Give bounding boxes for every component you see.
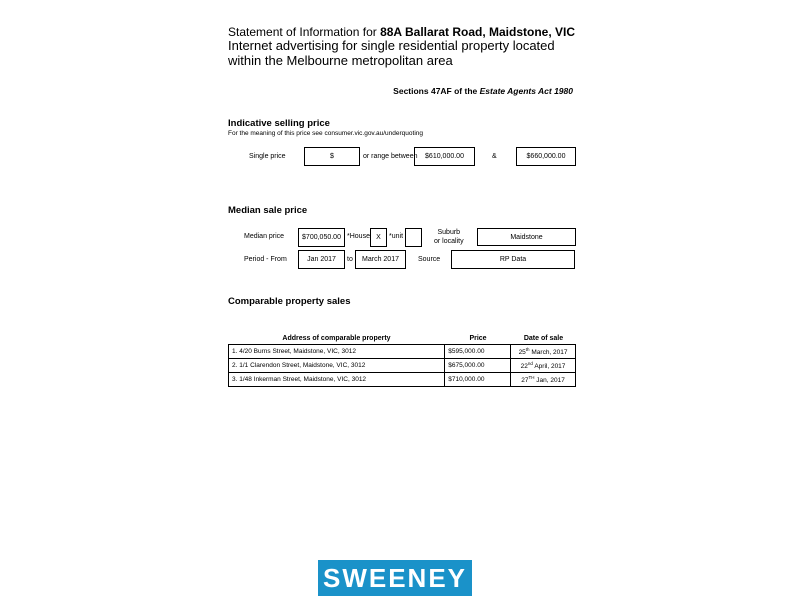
source-field: RP Data [451, 250, 575, 269]
date-day: 27 [521, 377, 529, 385]
sections-prefix: Sections 47AF of the [393, 86, 480, 96]
date-cell [511, 345, 576, 359]
unit-checkbox [405, 228, 422, 247]
date-rest: March, 2017 [529, 349, 568, 357]
date-cell [511, 373, 576, 387]
period-to-label: to [347, 256, 353, 263]
table-row [229, 345, 576, 359]
date-day: 25 [518, 349, 526, 357]
column-address: Address of comparable property [282, 335, 391, 342]
suburb-label-line-2: or locality [434, 238, 464, 245]
source-label: Source [418, 256, 441, 263]
range-high-field: $660,000.00 [516, 147, 576, 166]
period-to-field: March 2017 [355, 250, 406, 269]
date-suffix: th [525, 346, 530, 352]
date-day: 22 [520, 363, 528, 371]
suburb-label [434, 228, 464, 246]
range-ampersand: & [492, 153, 497, 160]
price-cell: $675,000.00 [445, 359, 511, 373]
price-cell: $595,000.00 [445, 345, 511, 359]
address-cell: 2. 1/1 Clarendon Street, Maidstone, VIC, 3012 [229, 359, 445, 373]
subtitle-line-2: within the Melbourne metropolitan area [228, 53, 453, 68]
price-cell: $710,000.00 [445, 373, 511, 387]
underquoting-note: For the meaning of this price see consumer.vic.gov.au/underquoting [228, 130, 423, 137]
sections-reference [300, 86, 573, 96]
unit-label: *unit [389, 233, 404, 240]
act-name: Estate Agents Act 1980 [479, 86, 573, 96]
subtitle-line-1: Internet advertising for single residential property located [228, 38, 555, 53]
address-cell: 3. 1/48 Inkerman Street, Maidstone, VIC, 3012 [229, 373, 445, 387]
column-date: Date of sale [523, 335, 564, 342]
median-heading: Median sale price [228, 205, 308, 216]
single-price-label: Single price [249, 153, 286, 160]
sweeney-logo: SWEENEY [318, 560, 472, 596]
column-price: Price [469, 335, 487, 342]
period-from-label: Period - From [244, 256, 287, 263]
house-checkbox: X [370, 228, 387, 247]
median-price-field: $700,050.00 [298, 228, 345, 247]
date-suffix: TH [528, 374, 535, 380]
range-low-field: $610,000.00 [414, 147, 475, 166]
address-cell: 1. 4/20 Burns Street, Maidstone, VIC, 3012 [229, 345, 445, 359]
document-title [228, 25, 575, 39]
comparable-sales-table [228, 344, 576, 387]
table-row [229, 373, 576, 387]
period-from-field: Jan 2017 [298, 250, 345, 269]
suburb-field: Maidstone [477, 228, 576, 246]
house-label: *House [347, 233, 370, 240]
property-address: 88A Ballarat Road, Maidstone, VIC [380, 25, 576, 39]
range-label: or range between [363, 153, 418, 160]
table-row [229, 359, 576, 373]
date-rest: Jan, 2017 [534, 377, 565, 385]
document-subtitle [228, 38, 588, 68]
date-suffix: nd [527, 360, 533, 366]
indicative-heading: Indicative selling price [228, 118, 330, 129]
title-prefix: Statement of Information for [228, 25, 381, 39]
date-rest: April, 2017 [532, 363, 566, 371]
suburb-label-line-1: Suburb [437, 229, 461, 236]
comparable-heading: Comparable property sales [228, 296, 351, 307]
date-cell [511, 359, 576, 373]
median-price-label: Median price [244, 233, 285, 240]
single-price-field: $ [304, 147, 360, 166]
